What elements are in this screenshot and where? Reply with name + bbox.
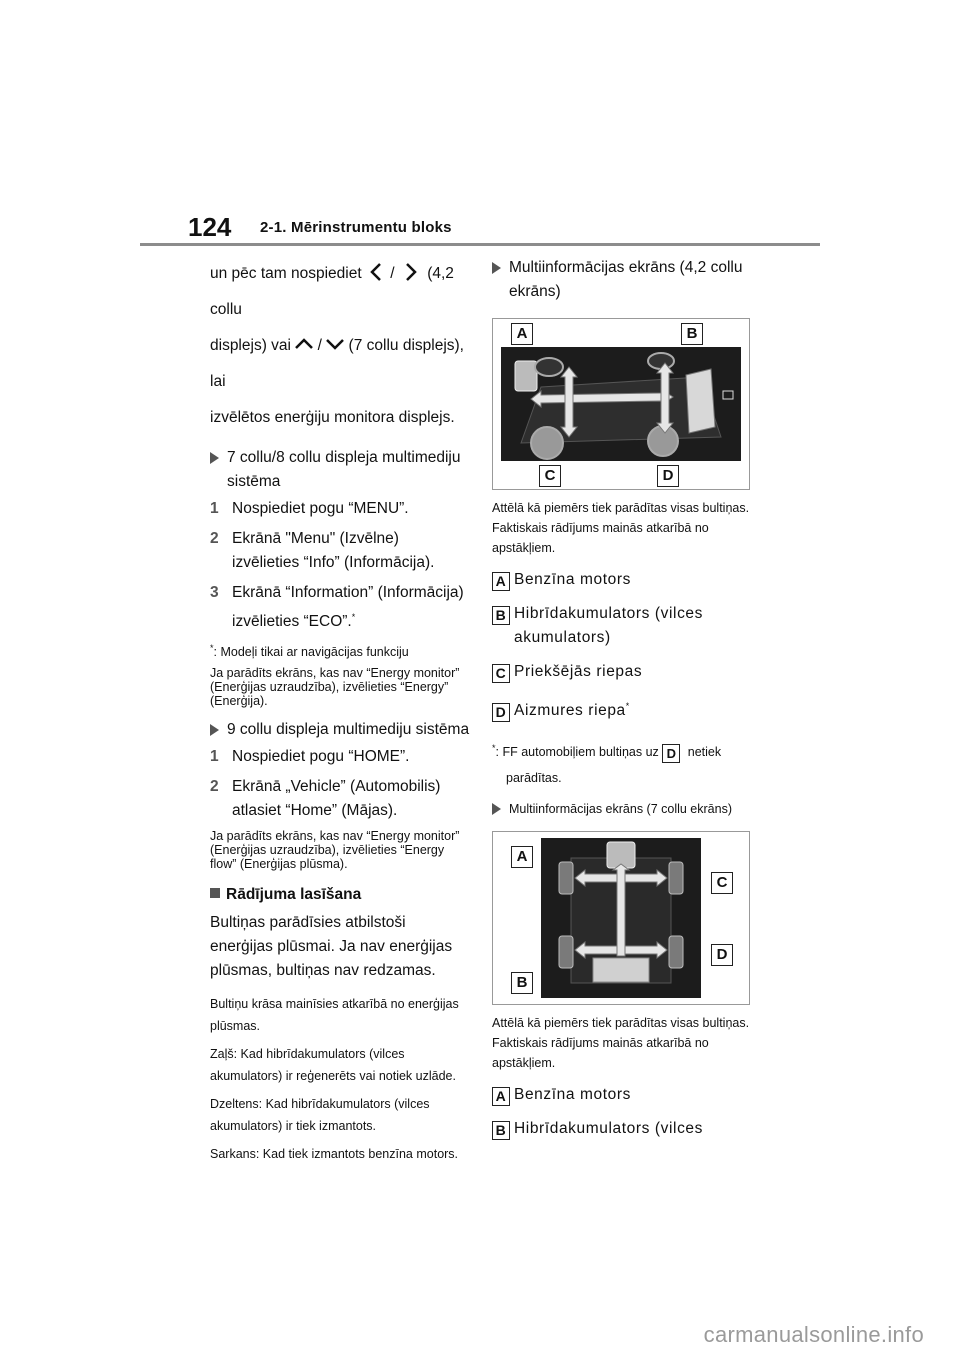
heading-reading bbox=[210, 883, 470, 907]
legend-text: Benzīna motors bbox=[514, 571, 631, 588]
figure-2-label-b: B bbox=[511, 972, 533, 994]
paragraph-colors: Bultiņu krāsa mainīsies atkarībā no enerģijas plūsmas. bbox=[210, 997, 459, 1034]
step-number: 2 bbox=[210, 530, 219, 547]
right-footnote-text-b: netiek bbox=[687, 745, 722, 760]
right-footnote-text-c: parādītas. bbox=[506, 771, 562, 786]
figure-1-label-a: A bbox=[511, 323, 533, 345]
footnote-text: : Modeļi tikai ar navigācijas funkciju bbox=[213, 645, 409, 660]
heading-4-2-inch bbox=[492, 256, 762, 304]
chevron-right-icon bbox=[405, 263, 417, 281]
footnote bbox=[210, 640, 470, 660]
heading-9-inch-text: 9 collu displeja multimediju sistēma bbox=[227, 721, 470, 739]
legend-1-b bbox=[492, 602, 762, 626]
step-3-body: Ekrānā “Information” (Informācija) izvēlieties “ECO”. bbox=[232, 584, 464, 631]
figure-1-label-b: B bbox=[681, 323, 703, 345]
step-1 bbox=[210, 497, 470, 521]
watermark: carmanualsonline.info bbox=[703, 1322, 924, 1347]
figure-1-label-d: D bbox=[657, 465, 679, 487]
legend-2 bbox=[492, 1083, 762, 1141]
note-2: Ja parādīts ekrāns, kas nav “Energy monitor” (Enerģijas uzraudzība), izvēlieties “Energy flow” (Enerģijas plūsma). bbox=[210, 829, 460, 872]
legend-text: Benzīna motors bbox=[514, 1086, 631, 1104]
figure-2-label-c: C bbox=[711, 872, 733, 894]
step-3 bbox=[210, 581, 470, 634]
figure-2-label-d: D bbox=[711, 944, 733, 966]
paragraph-green: Zaļš: Kad hibrīdakumulators (vilces akumulators) ir reģenerēts vai notiek uzlāde. bbox=[210, 1047, 456, 1084]
heading-7-inch-text: Multiinformācijas ekrāns (7 collu ekrāns) bbox=[509, 802, 732, 817]
step-1b-text: Nospiediet pogu “HOME”. bbox=[232, 748, 410, 766]
right-footnote-key: D bbox=[662, 744, 680, 763]
figure-1-screen bbox=[501, 347, 741, 461]
chevron-down-icon bbox=[326, 338, 344, 350]
legend-key: B bbox=[492, 1121, 510, 1140]
legend-text: Hibrīdakumulators (vilces bbox=[514, 605, 703, 622]
legend-1-a bbox=[492, 568, 762, 592]
footnote-mark: * bbox=[625, 701, 630, 711]
legend-key: B bbox=[492, 606, 510, 625]
legend-key: D bbox=[492, 703, 510, 722]
step-2b-text: Ekrānā „Vehicle” (Automobilis) atlasiet “Home” (Mājas). bbox=[232, 778, 441, 820]
intro-slash-2: / bbox=[317, 337, 322, 354]
right-footnote-text-a: : FF automobiļiem bultiņas uz bbox=[495, 745, 659, 760]
section-title: 2-1. Mērinstrumentu bloks bbox=[260, 219, 452, 236]
paragraph-yellow: Dzeltens: Kad hibrīdakumulators (vilces akumulators) ir tiek izmantots. bbox=[210, 1097, 430, 1134]
figure-2-screen bbox=[541, 838, 701, 998]
figure-2-caption: Attēlā kā piemērs tiek parādītas visas bultiņas. Faktiskais rādījums mainās atkarībā no apstākļiem. bbox=[492, 1016, 750, 1071]
step-1b bbox=[210, 745, 470, 769]
footnote-mark: * bbox=[351, 612, 356, 622]
heading-reading-text: Rādījuma lasīšana bbox=[226, 886, 362, 904]
legend-text: Priekšējās riepas bbox=[514, 663, 643, 680]
triangle-bullet-icon bbox=[210, 724, 219, 736]
heading-9-inch bbox=[210, 718, 470, 742]
step-number: 1 bbox=[210, 748, 219, 766]
heading-7-8-inch bbox=[210, 446, 470, 494]
triangle-bullet-icon bbox=[492, 262, 501, 274]
intro-text-7: izvēlētos enerģiju monitora displejs. bbox=[210, 409, 455, 426]
header-rule bbox=[140, 243, 820, 246]
intro-text-1: un pēc tam nospiediet bbox=[210, 265, 362, 282]
chevron-up-icon bbox=[295, 338, 313, 350]
figure-1-caption: Attēlā kā piemērs tiek parādītas visas bultiņas. Faktiskais rādījums mainās atkarībā no apstākļiem. bbox=[492, 501, 750, 555]
paragraph-arrows: Bultiņas parādīsies atbilstoši enerģijas plūsmai. Ja nav enerģijas plūsmas, bultiņas nav redzamas. bbox=[210, 914, 453, 980]
heading-4-2-inch-text: Multiinformācijas ekrāns (4,2 collu ekrāns) bbox=[509, 259, 743, 300]
heading-7-inch bbox=[492, 801, 762, 817]
figure-1-label-c: C bbox=[539, 465, 561, 487]
legend-key: C bbox=[492, 664, 510, 683]
right-column bbox=[492, 256, 762, 1141]
legend-key: A bbox=[492, 1087, 510, 1106]
paragraph-red: Sarkans: Kad tiek izmantots benzīna motors. bbox=[210, 1147, 459, 1162]
legend-2-a bbox=[492, 1083, 762, 1107]
energy-monitor-figure-7 bbox=[492, 831, 750, 1005]
legend-1 bbox=[492, 568, 762, 723]
vehicle-energy-flow-4-2-icon bbox=[501, 347, 741, 461]
energy-monitor-figure-4-2 bbox=[492, 318, 750, 490]
chevron-left-icon bbox=[370, 263, 382, 281]
step-number: 3 bbox=[210, 584, 219, 601]
legend-text: Aizmures riepa bbox=[514, 702, 626, 720]
legend-text: Hibrīdakumulators (vilces bbox=[514, 1120, 703, 1138]
intro-paragraph bbox=[210, 256, 470, 436]
triangle-bullet-icon bbox=[492, 803, 501, 815]
page-number: 124 bbox=[188, 212, 232, 242]
note-1: Ja parādīts ekrāns, kas nav “Energy monitor” (Enerģijas uzraudzība), izvēlieties “Energy” (Enerģija). bbox=[210, 666, 460, 709]
intro-text-4: displejs) vai bbox=[210, 337, 291, 354]
intro-slash-1: / bbox=[390, 265, 395, 282]
step-number: 2 bbox=[210, 778, 219, 796]
step-number: 1 bbox=[210, 500, 219, 517]
left-column bbox=[210, 256, 470, 1165]
vehicle-energy-flow-7-icon bbox=[541, 838, 701, 998]
footnote-mark: * bbox=[210, 643, 214, 654]
triangle-bullet-icon bbox=[210, 452, 219, 464]
step-3-text bbox=[232, 581, 470, 634]
step-1-text: Nospiediet pogu “MENU”. bbox=[232, 500, 409, 517]
square-bullet-icon bbox=[210, 888, 220, 898]
footnote-mark: * bbox=[492, 743, 496, 754]
step-2b bbox=[210, 775, 470, 823]
intro-text-6: (7 collu displejs), lai bbox=[210, 337, 464, 390]
step-2 bbox=[210, 527, 470, 575]
intro-text-3: (4,2 collu bbox=[210, 265, 454, 318]
legend-key: A bbox=[492, 572, 510, 591]
legend-1-c bbox=[492, 660, 762, 684]
right-footnote bbox=[492, 735, 762, 791]
figure-2-label-a: A bbox=[511, 846, 533, 868]
legend-1-d bbox=[492, 694, 762, 723]
step-2-text: Ekrānā "Menu" (Izvēlne) izvēlieties “Info” (Informācija). bbox=[232, 530, 435, 571]
heading-7-8-inch-text: 7 collu/8 collu displeja multimediju sistēma bbox=[227, 449, 461, 490]
legend-2-b bbox=[492, 1117, 762, 1141]
legend-1-b-cont: akumulators) bbox=[514, 629, 611, 646]
